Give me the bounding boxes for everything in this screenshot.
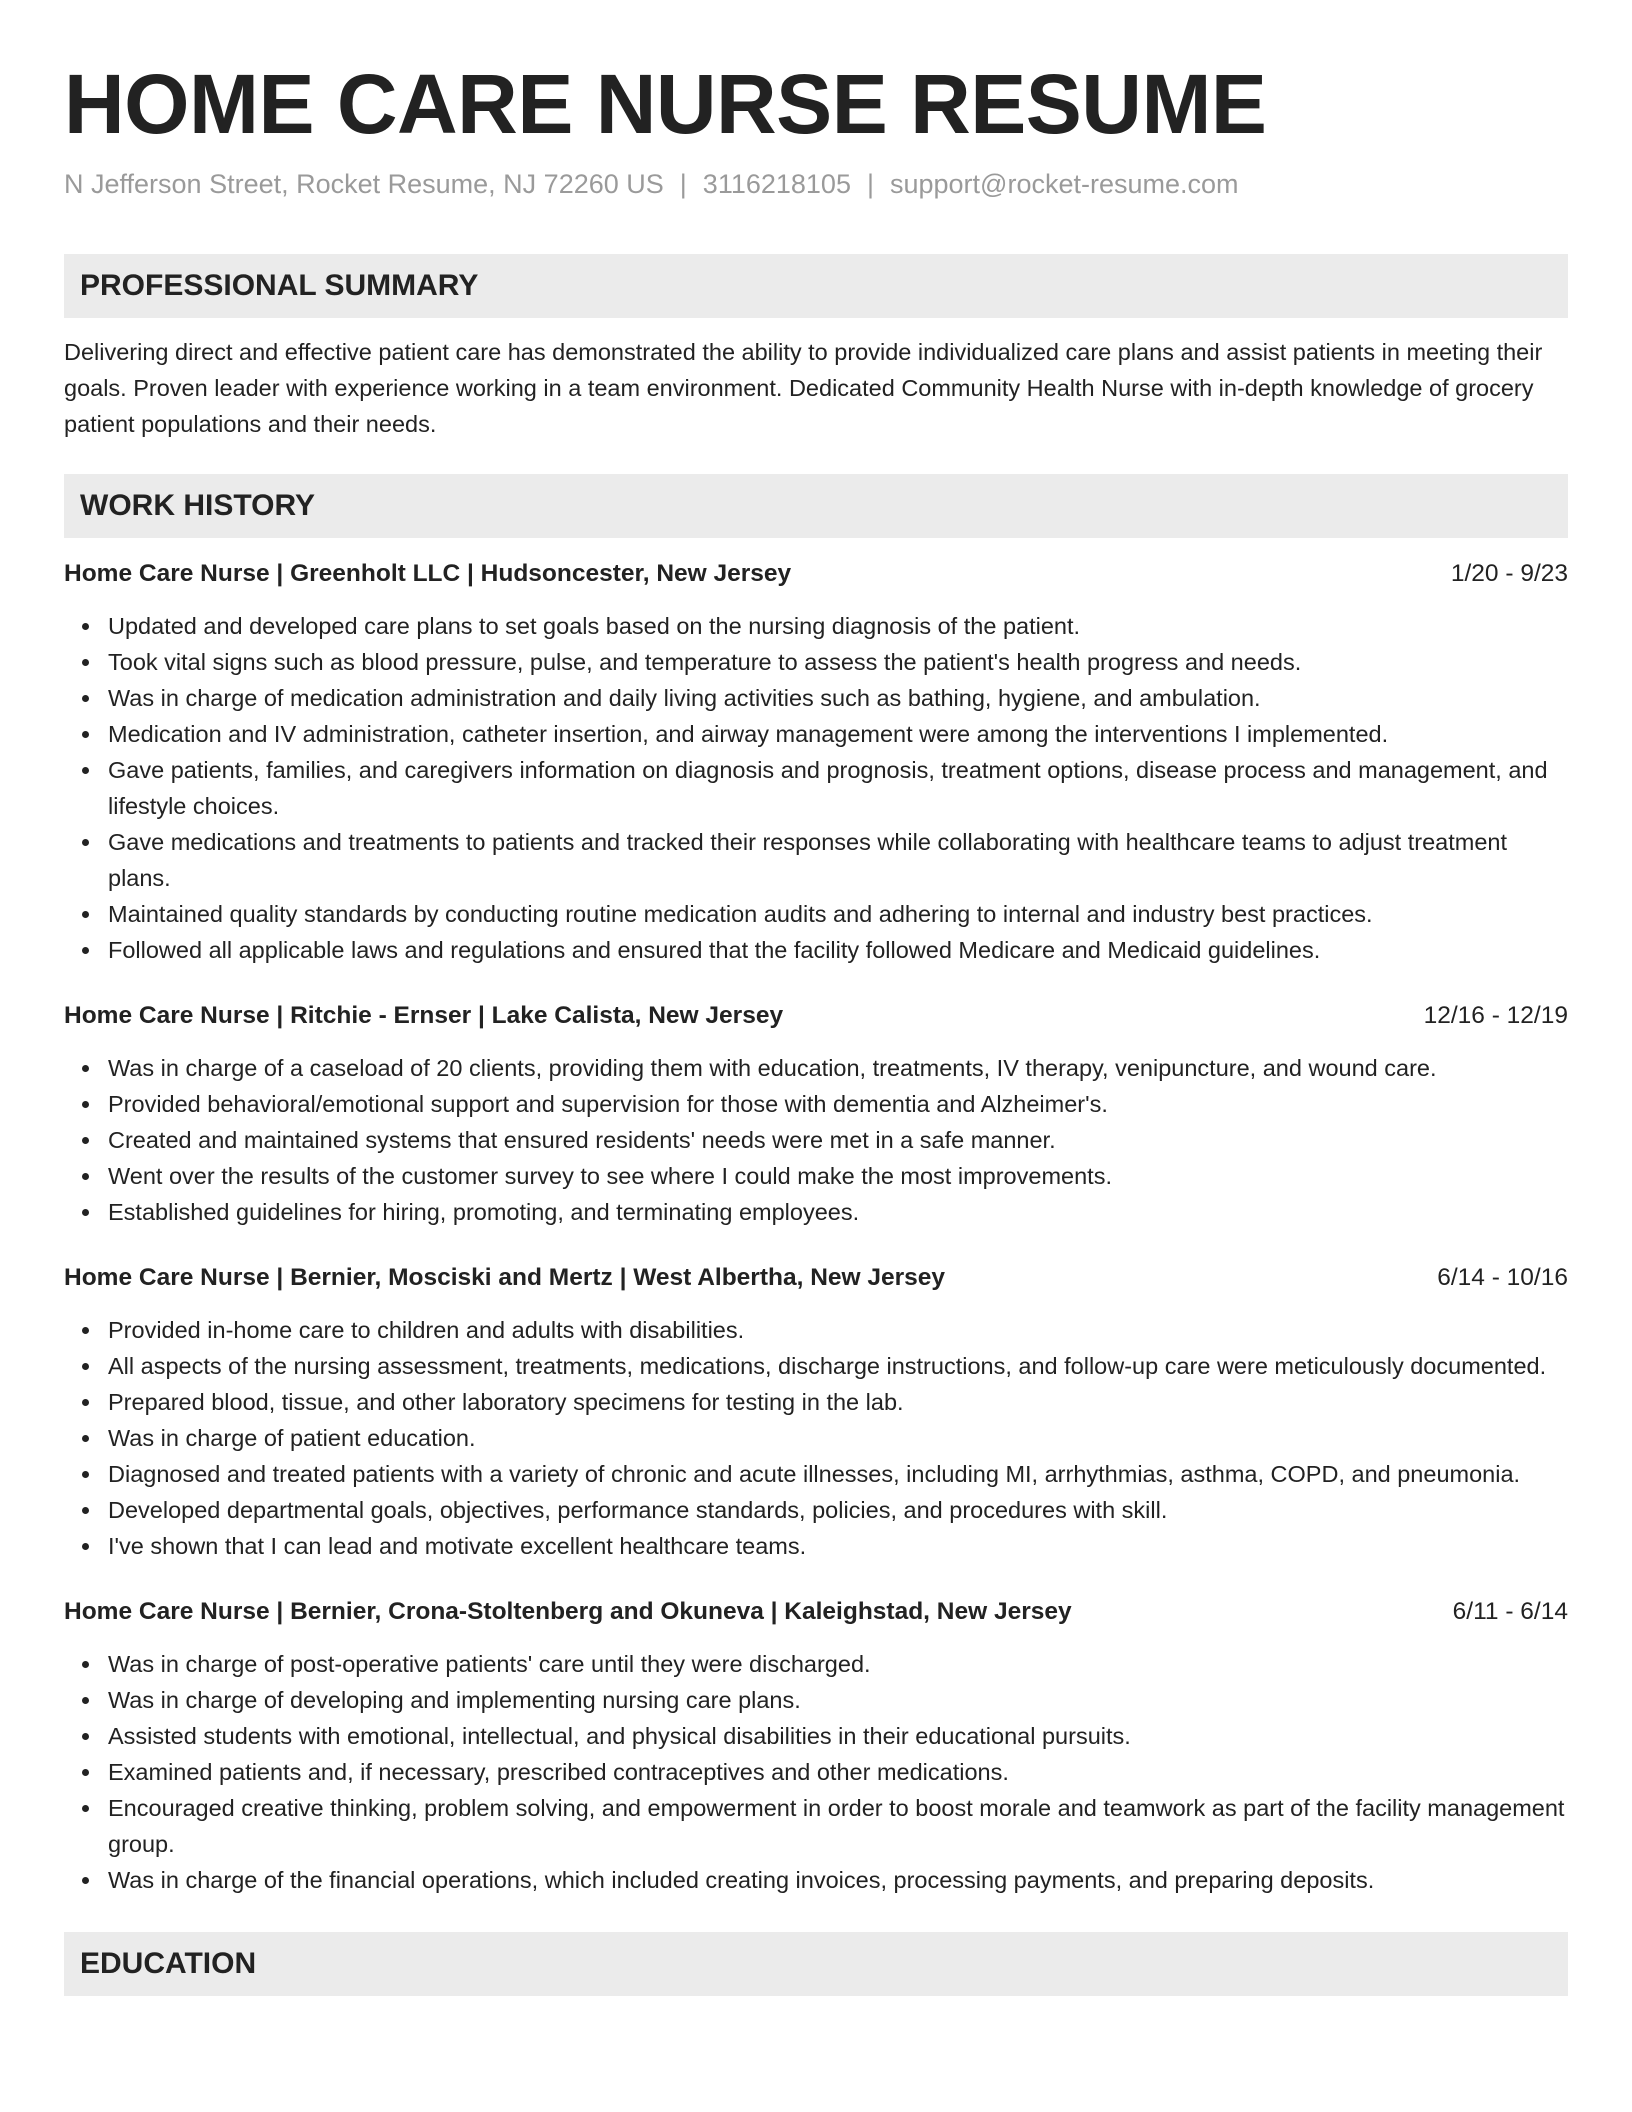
job-bullet: I've shown that I can lead and motivate excellent healthcare teams. <box>108 1528 1568 1564</box>
job-bullet: Provided behavioral/emotional support and supervision for those with dementia and Alzheimer's. <box>108 1086 1568 1122</box>
job-header <box>64 556 1568 592</box>
job-bullet: Developed departmental goals, objectives, performance standards, policies, and procedures with skill. <box>108 1492 1568 1528</box>
job-dates: 1/20 - 9/23 <box>1450 560 1568 587</box>
job-entry <box>64 556 1568 968</box>
job-bullet: Maintained quality standards by conducting routine medication audits and adhering to internal and industry best practices. <box>108 896 1568 932</box>
job-title: Home Care Nurse | Ritchie - Ernser | Lake Calista, New Jersey <box>64 1002 784 1029</box>
section-header-work-history: WORK HISTORY <box>64 474 1568 538</box>
job-title: Home Care Nurse | Greenholt LLC | Hudsoncester, New Jersey <box>64 560 792 587</box>
job-bullet: Gave medications and treatments to patients and tracked their responses while collaborating with healthcare teams to adjust treatment plans. <box>108 824 1568 896</box>
contact-address: N Jefferson Street, Rocket Resume, NJ 72260 US <box>64 169 664 199</box>
job-bullet: Was in charge of the financial operations, which included creating invoices, processing payments, and preparing deposits. <box>108 1862 1568 1898</box>
job-bullet-list <box>64 1646 1568 1898</box>
work-history-list <box>64 556 1568 1898</box>
contact-phone: 3116218105 <box>702 169 851 199</box>
job-bullet: Was in charge of developing and implementing nursing care plans. <box>108 1682 1568 1718</box>
job-entry <box>64 1594 1568 1898</box>
job-entry <box>64 1260 1568 1564</box>
job-bullet: Updated and developed care plans to set goals based on the nursing diagnosis of the patient. <box>108 608 1568 644</box>
job-bullet: Assisted students with emotional, intellectual, and physical disabilities in their educational pursuits. <box>108 1718 1568 1754</box>
contact-separator: | <box>679 169 687 199</box>
job-header <box>64 998 1568 1034</box>
job-bullet-list <box>64 608 1568 968</box>
job-bullet: Medication and IV administration, catheter insertion, and airway management were among the interventions I implemented. <box>108 716 1568 752</box>
contact-email: support@rocket-resume.com <box>889 169 1239 199</box>
job-bullet: Diagnosed and treated patients with a variety of chronic and acute illnesses, including MI, arrhythmias, asthma, COPD, and pneumonia. <box>108 1456 1568 1492</box>
job-dates: 6/11 - 6/14 <box>1452 1598 1568 1625</box>
contact-line <box>64 166 1568 202</box>
job-bullet: Was in charge of medication administration and daily living activities such as bathing, hygiene, and ambulation. <box>108 680 1568 716</box>
job-header <box>64 1594 1568 1630</box>
job-bullet: Examined patients and, if necessary, prescribed contraceptives and other medications. <box>108 1754 1568 1790</box>
job-title: Home Care Nurse | Bernier, Crona-Stoltenberg and Okuneva | Kaleighstad, New Jersey <box>64 1598 1072 1625</box>
job-entry <box>64 998 1568 1230</box>
job-bullet: All aspects of the nursing assessment, treatments, medications, discharge instructions, and follow-up care were meticulously documented. <box>108 1348 1568 1384</box>
job-bullet: Was in charge of patient education. <box>108 1420 1568 1456</box>
job-bullet: Gave patients, families, and caregivers information on diagnosis and prognosis, treatment options, disease process and management, and lifestyle choices. <box>108 752 1568 824</box>
job-bullet: Prepared blood, tissue, and other laboratory specimens for testing in the lab. <box>108 1384 1568 1420</box>
job-bullet: Took vital signs such as blood pressure, pulse, and temperature to assess the patient's health progress and needs. <box>108 644 1568 680</box>
job-bullet: Established guidelines for hiring, promoting, and terminating employees. <box>108 1194 1568 1230</box>
summary-text: Delivering direct and effective patient care has demonstrated the ability to provide individualized care plans and assist patients in meeting their goals. Proven leader with experience working in a team environment. Dedicated Community Health Nurse with in-depth knowledge of grocery patient populations and their needs. <box>64 339 1543 437</box>
job-dates: 12/16 - 12/19 <box>1423 1002 1568 1029</box>
job-bullet: Was in charge of a caseload of 20 clients, providing them with education, treatments, IV therapy, venipuncture, and wound care. <box>108 1050 1568 1086</box>
job-bullet: Encouraged creative thinking, problem solving, and empowerment in order to boost morale and teamwork as part of the facility management group. <box>108 1790 1568 1862</box>
section-header-summary: PROFESSIONAL SUMMARY <box>64 254 1568 318</box>
section-header-education: EDUCATION <box>64 1932 1568 1996</box>
job-bullet: Provided in-home care to children and adults with disabilities. <box>108 1312 1568 1348</box>
job-bullet: Was in charge of post-operative patients' care until they were discharged. <box>108 1646 1568 1682</box>
resume-title: HOME CARE NURSE RESUME <box>64 57 1267 151</box>
job-bullet-list <box>64 1050 1568 1230</box>
job-bullet: Went over the results of the customer survey to see where I could make the most improvements. <box>108 1158 1568 1194</box>
job-dates: 6/14 - 10/16 <box>1437 1264 1568 1291</box>
job-bullet: Followed all applicable laws and regulations and ensured that the facility followed Medicare and Medicaid guidelines. <box>108 932 1568 968</box>
job-title: Home Care Nurse | Bernier, Mosciski and Mertz | West Albertha, New Jersey <box>64 1264 946 1291</box>
job-bullet-list <box>64 1312 1568 1564</box>
contact-separator: | <box>866 169 874 199</box>
job-bullet: Created and maintained systems that ensured residents' needs were met in a safe manner. <box>108 1122 1568 1158</box>
job-header <box>64 1260 1568 1296</box>
